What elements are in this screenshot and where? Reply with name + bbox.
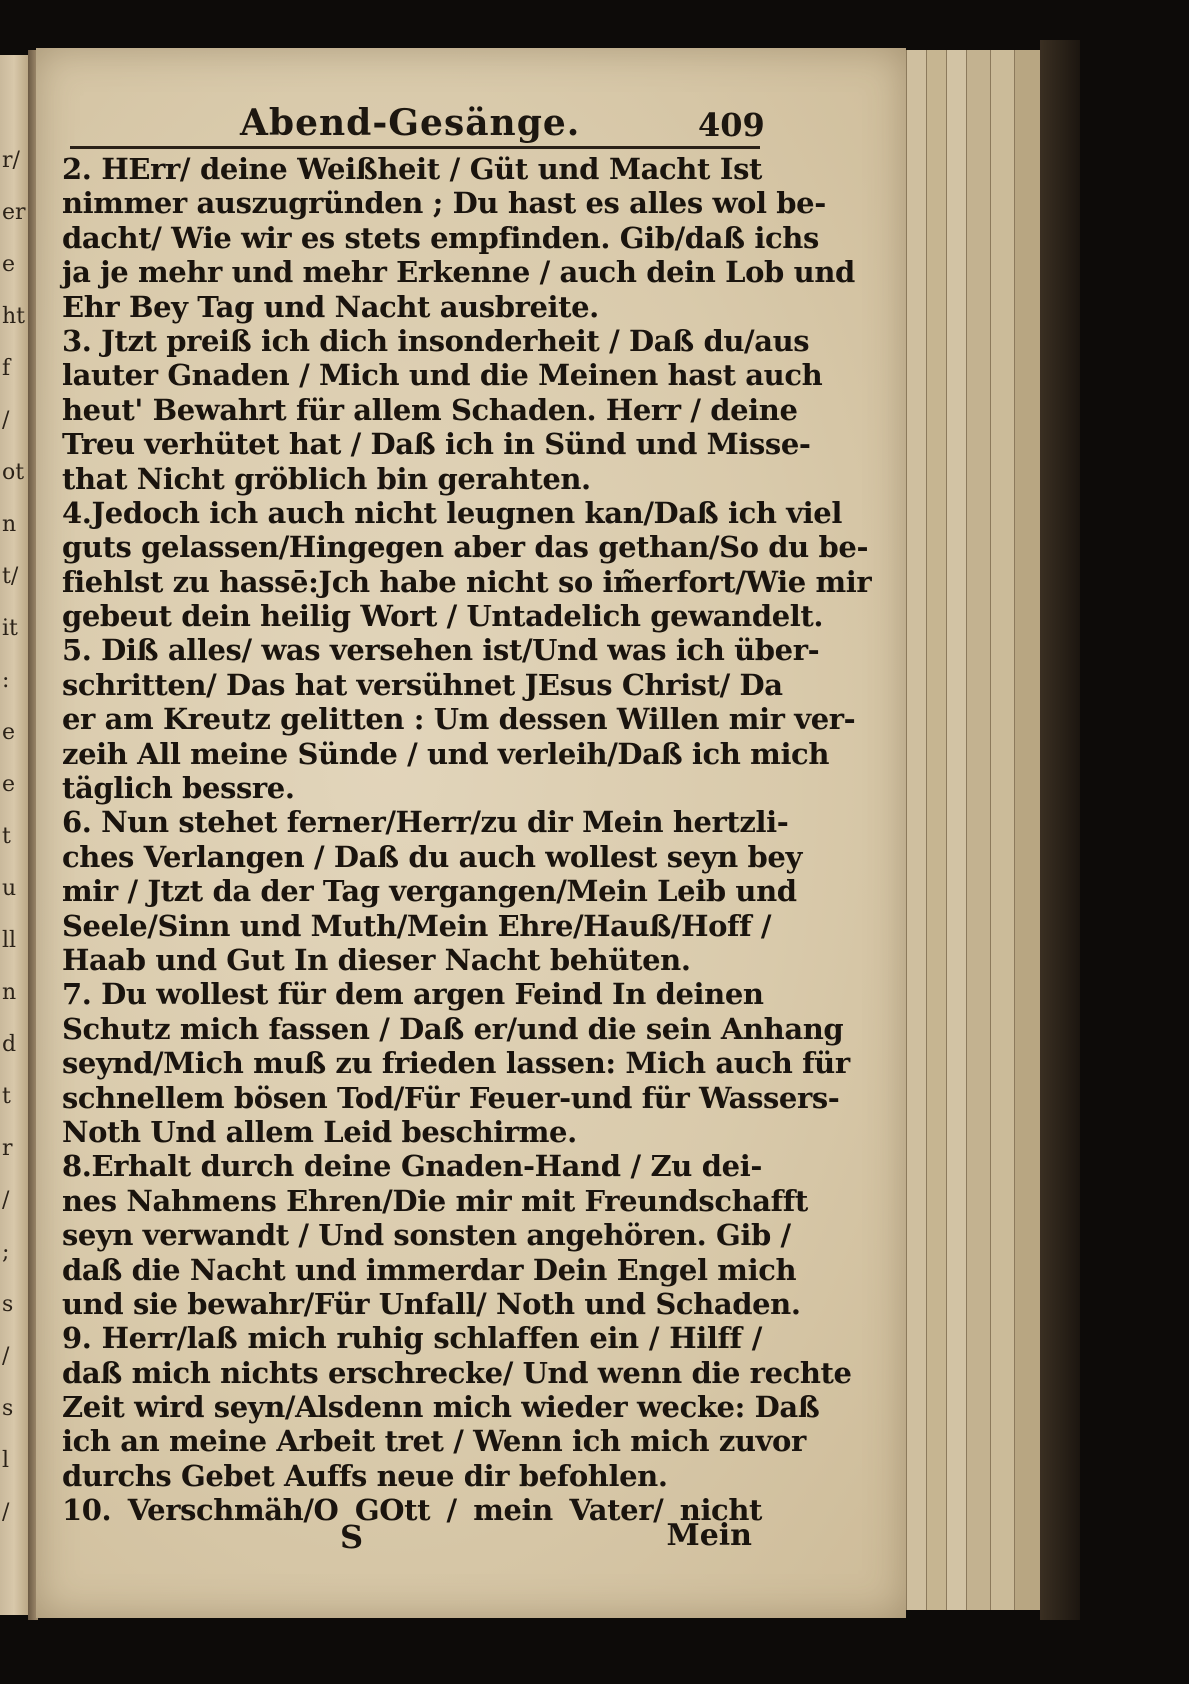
text-line: Schutz mich fassen / Daß er/und die sein Anhang <box>62 1011 844 1046</box>
page-stack <box>906 50 927 1610</box>
text-line: ja je mehr und mehr Erkenne / auch dein Lob und <box>62 255 855 290</box>
text-line: schritten/ Das hat versühnet JEsus Christ/ Da <box>62 667 783 702</box>
facing-page-fragment: it <box>2 616 18 641</box>
facing-page-fragment: e <box>2 252 16 277</box>
text-line: dacht/ Wie wir es stets empfinden. Gib/daß ichs <box>62 220 819 255</box>
page-stack <box>926 50 947 1610</box>
text-line: Ehr Bey Tag und Nacht ausbreite. <box>62 289 599 324</box>
page-header <box>70 102 765 146</box>
facing-page-fragment: t <box>2 1084 11 1109</box>
text-line: heut' Bewahrt für allem Schaden. Herr / deine <box>62 392 798 427</box>
text-line: zeih All meine Sünde / und verleih/Daß ich mich <box>62 736 830 771</box>
text-line: durchs Gebet Auffs neue dir befohlen. <box>62 1458 668 1493</box>
text-line: 10. Verschmäh/O GOtt / mein Vater/ nicht <box>62 1493 762 1528</box>
text-line: Haab und Gut In dieser Nacht behüten. <box>62 942 691 977</box>
text-line: 2. HErr/ deine Weißheit / Güt und Macht Ist <box>62 152 762 186</box>
text-line: daß mich nichts erschrecke/ Und wenn die rechte <box>62 1355 852 1390</box>
facing-page-fragment: r <box>2 1136 13 1161</box>
text-line: lauter Gnaden / Mich und die Meinen hast auch <box>62 358 823 393</box>
facing-page-fragment: er <box>2 200 26 225</box>
text-line: guts gelassen/Hingegen aber das gethan/So du be- <box>62 530 869 565</box>
facing-page-fragment: e <box>2 720 16 745</box>
catchword: Mein <box>666 1518 752 1553</box>
page-stack <box>966 50 991 1610</box>
facing-page-fragment: s <box>2 1396 14 1421</box>
page-stack <box>990 50 1015 1610</box>
facing-page-fragment: n <box>2 980 17 1005</box>
facing-page-fragment: t <box>2 824 11 849</box>
text-line: nes Nahmens Ehren/Die mir mit Freundschafft <box>62 1183 808 1218</box>
page-stack <box>946 50 967 1610</box>
text-line: Noth Und allem Leid beschirme. <box>62 1114 577 1149</box>
text-line: 5. Diß alles/ was versehen ist/Und was ich über- <box>62 633 820 668</box>
text-line: ches Verlangen / Daß du auch wollest seyn bey <box>62 839 802 874</box>
facing-page-fragment: / <box>2 408 10 433</box>
running-title: Abend-Gesänge. <box>240 102 581 144</box>
header-rule <box>70 146 760 149</box>
facing-page-fragment: ot <box>2 460 25 485</box>
facing-page-fragment: l <box>2 1448 10 1473</box>
facing-page-fragment: / <box>2 1500 10 1525</box>
text-line: daß die Nacht und immerdar Dein Engel mich <box>62 1252 797 1287</box>
text-line: seynd/Mich muß zu frieden lassen: Mich auch für <box>62 1046 850 1081</box>
book-cover-edge <box>1040 40 1080 1620</box>
text-line: schnellem bösen Tod/Für Feuer-und für Wassers- <box>62 1080 840 1115</box>
text-line: 4.Jedoch ich auch nicht leugnen kan/Daß ich viel <box>62 495 842 530</box>
text-line: 7. Du wollest für dem argen Feind In deinen <box>62 977 764 1012</box>
text-line: mir / Jtzt da der Tag vergangen/Mein Leib und <box>62 874 797 909</box>
hymn-text <box>62 152 872 1528</box>
facing-page-fragment: / <box>2 1344 10 1369</box>
facing-page-fragment: s <box>2 1292 14 1317</box>
text-line: Treu verhütet hat / Daß ich in Sünd und Misse- <box>62 427 811 462</box>
facing-page-fragment: n <box>2 512 17 537</box>
text-line: 9. Herr/laß mich ruhig schlaffen ein / Hilff / <box>62 1321 762 1356</box>
signature-mark: S <box>340 1518 364 1556</box>
facing-page-fragment: r/ <box>2 148 20 173</box>
text-line: 3. Jtzt preiß ich dich insonderheit / Daß du/aus <box>62 323 810 358</box>
facing-page-fragment: ; <box>2 1240 10 1265</box>
page-number: 409 <box>698 106 765 144</box>
facing-page-fragment: / <box>2 1188 10 1213</box>
page-stack <box>1014 50 1041 1610</box>
text-line: seyn verwandt / Und sonsten angehören. Gib / <box>62 1218 791 1253</box>
text-line: er am Kreutz gelitten : Um dessen Willen mir ver- <box>62 702 856 737</box>
facing-page-fragment: ht <box>2 304 26 329</box>
text-line: that Nicht gröblich bin gerahten. <box>62 461 591 496</box>
text-line: ich an meine Arbeit tret / Wenn ich mich zuvor <box>62 1424 806 1459</box>
text-line: Seele/Sinn und Muth/Mein Ehre/Hauß/Hoff / <box>62 908 772 943</box>
text-line: 6. Nun stehet ferner/Herr/zu dir Mein hertzli- <box>62 805 789 840</box>
text-line: Zeit wird seyn/Alsdenn mich wieder wecke: Daß <box>62 1390 820 1425</box>
page-footer <box>62 1518 752 1558</box>
facing-page-fragment: t/ <box>2 564 19 589</box>
facing-page-fragment: d <box>2 1032 17 1057</box>
facing-page-fragment: f <box>2 356 11 381</box>
facing-page-fragment: e <box>2 772 16 797</box>
facing-page-fragment: : <box>2 668 10 693</box>
text-line: fiehlst zu hassē:Jch habe nicht so im̃erfort/Wie mir <box>62 564 872 599</box>
text-line: 8.Erhalt durch deine Gnaden-Hand / Zu dei- <box>62 1149 762 1184</box>
text-line: nimmer auszugründen ; Du hast es alles wol be- <box>62 186 826 221</box>
text-line: gebeut dein heilig Wort / Untadelich gewandelt. <box>62 599 824 634</box>
facing-page-fragment: ll <box>2 928 17 953</box>
text-line: und sie bewahr/Für Unfall/ Noth und Schaden. <box>62 1286 801 1321</box>
facing-page-fragment: u <box>2 876 17 901</box>
left-page-edge <box>0 55 30 1615</box>
text-line: täglich bessre. <box>62 771 295 806</box>
